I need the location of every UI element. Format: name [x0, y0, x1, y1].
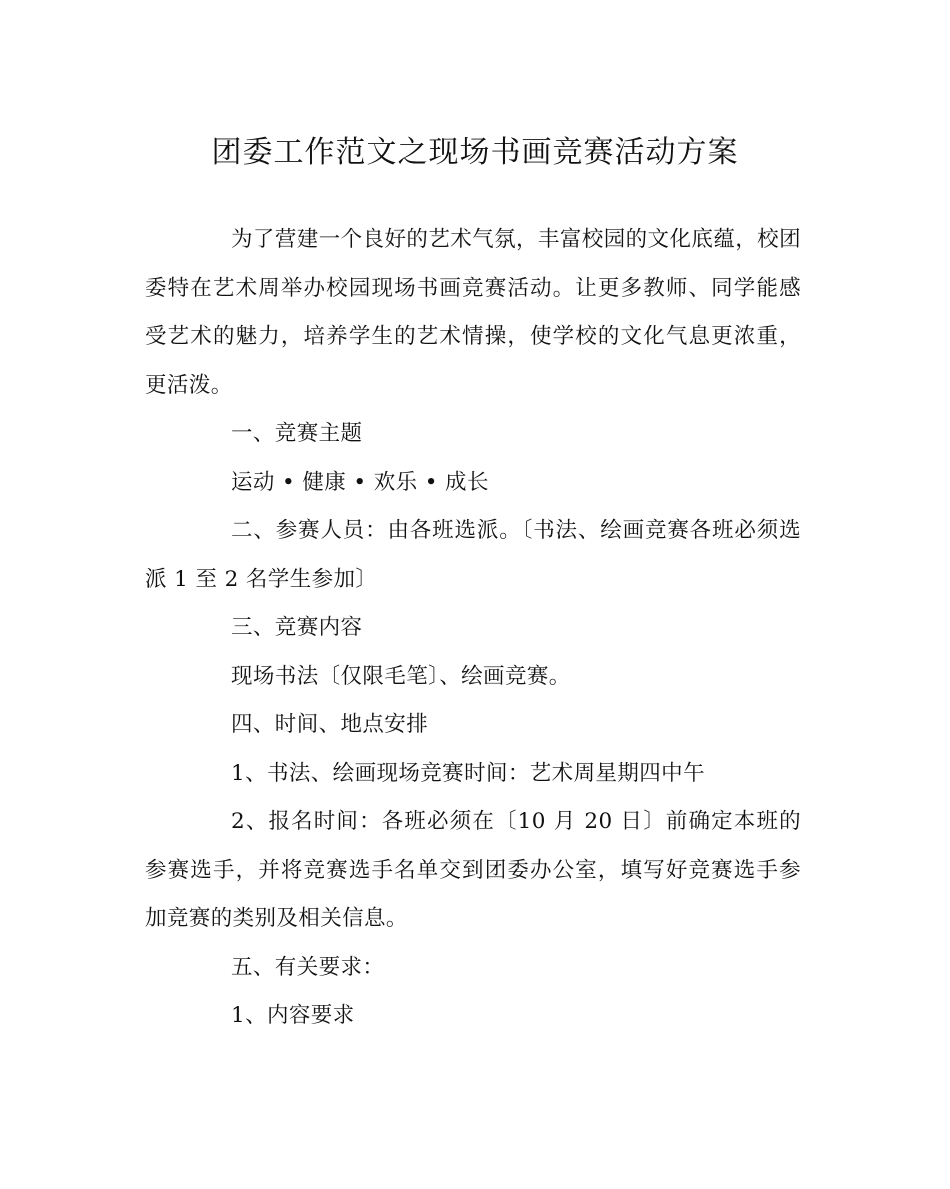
schedule-item-1: 1、书法、绘画现场竞赛时间：艺术周星期四中午 [231, 760, 705, 786]
section-heading-theme: 一、竞赛主题 [231, 421, 363, 446]
section-heading-content: 三、竞赛内容 [231, 615, 363, 640]
section-heading-requirements: 五、有关要求： [231, 954, 385, 980]
schedule-item-2: 2、报名时间：各班必须在〔10 月 20 日〕前确定本班的参赛选手，并将竞赛选手名单交到团委办公室，填写好竞赛选手参加竞赛的类别及相关信息。 [145, 809, 801, 931]
requirement-item-1: 1、内容要求 [231, 1003, 355, 1028]
document-title: 团委工作范文之现场书画竞赛活动方案 [211, 135, 739, 170]
document-body [145, 216, 801, 1041]
participants-paragraph: 二、参赛人员：由各班选派。〔书法、绘画竞赛各班必须选派 1 至 2 名学生参加〕 [145, 518, 801, 592]
intro-paragraph: 为了营建一个良好的艺术气氛，丰富校园的文化底蕴，校团委特在艺术周举办校园现场书画竞赛活动。让更多教师、同学能感受艺术的魅力，培养学生的艺术情操，使学校的文化气息更浓重，更活泼。 [145, 227, 801, 398]
theme-text: 运动 • 健康 • 欢乐 • 成长 [231, 469, 489, 495]
section-heading-schedule: 四、时间、地点安排 [231, 712, 429, 737]
content-text: 现场书法〔仅限毛笔〕、绘画竞赛。 [231, 663, 571, 689]
